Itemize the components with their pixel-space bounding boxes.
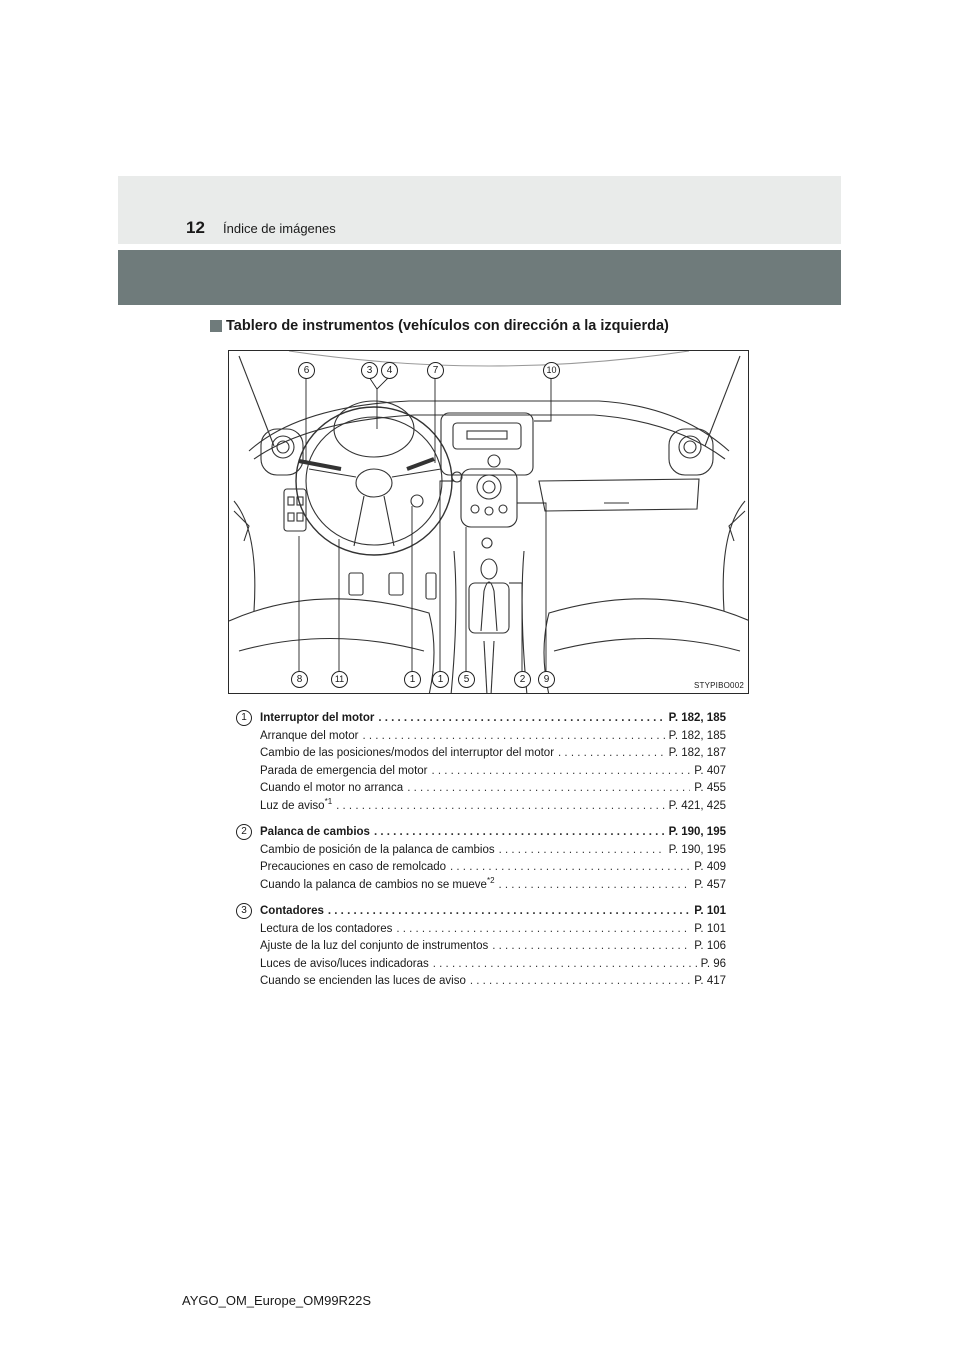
- leader-dots: [374, 824, 665, 842]
- entry-title: Contadores: [260, 905, 324, 917]
- item-page[interactable]: P. 407: [694, 764, 726, 777]
- footer-doc-id: AYGO_OM_Europe_OM99R22S: [182, 1293, 372, 1308]
- item-page[interactable]: P. 457: [694, 878, 726, 891]
- page-number: 12: [186, 218, 205, 237]
- item-page[interactable]: P. 409: [694, 861, 726, 873]
- entry-page[interactable]: P. 190, 195: [668, 826, 726, 838]
- entry-item: [236, 921, 726, 939]
- item-text: Cuando la palanca de cambios no se mueve$^{*2}$: [260, 875, 495, 891]
- entry-item: [236, 728, 726, 746]
- leader-dots: [499, 842, 665, 860]
- callout-4: 4: [381, 362, 398, 379]
- item-text: Lectura de los contadores: [260, 922, 393, 935]
- callout-2: 2: [514, 671, 531, 688]
- square-bullet-icon: [210, 320, 222, 332]
- item-page[interactable]: P. 455: [694, 782, 726, 794]
- footnote-ref: 2: [490, 875, 495, 885]
- entry-item: [236, 842, 726, 860]
- entry-title: Interruptor del motor: [260, 712, 375, 724]
- dashboard-illustration: [228, 350, 749, 694]
- leader-dots: [362, 728, 664, 746]
- index-entries: [236, 710, 726, 1000]
- item-text: Arranque del motor: [260, 729, 359, 742]
- entry-item: [236, 780, 726, 798]
- item-page[interactable]: P. 96: [700, 957, 726, 970]
- entry-number: 2: [236, 824, 252, 840]
- entry-title: Palanca de cambios: [260, 826, 370, 838]
- index-entry-1: [236, 710, 726, 815]
- callout-1a: 1: [404, 671, 421, 688]
- callout-11: 11: [331, 671, 348, 688]
- entry-heading: [236, 710, 726, 728]
- callout-8: 8: [291, 671, 308, 688]
- leader-dots: [433, 956, 697, 974]
- item-page[interactable]: P. 101: [694, 922, 726, 935]
- section-heading: [210, 318, 669, 334]
- leader-dots: [450, 859, 690, 877]
- item-text: Luz de aviso$^{*1}$: [260, 796, 333, 812]
- callout-10: 10: [543, 362, 560, 379]
- entry-number: 3: [236, 903, 252, 919]
- item-page[interactable]: P. 417: [694, 975, 726, 987]
- footnote-ref: 1: [327, 796, 333, 806]
- item-text: Luces de aviso/luces indicadoras: [260, 957, 429, 970]
- leader-dots: [499, 877, 691, 895]
- item-text: Cuando se encienden las luces de aviso: [260, 975, 466, 987]
- entry-item: [236, 973, 726, 991]
- item-text-main: Luz de aviso: [260, 799, 325, 812]
- entry-item: [236, 956, 726, 974]
- callout-6: 6: [298, 362, 315, 379]
- leader-dots: [396, 921, 690, 939]
- leader-dots: [336, 798, 665, 816]
- section-heading-text: Tablero de instrumentos (vehículos con dirección a la izquierda): [226, 318, 669, 334]
- entry-item: [236, 938, 726, 956]
- callout-3: 3: [361, 362, 378, 379]
- callout-7: 7: [427, 362, 444, 379]
- item-text: Ajuste de la luz del conjunto de instrumentos: [260, 940, 489, 952]
- entry-item: [236, 763, 726, 781]
- item-text: Cambio de posición de la palanca de cambios: [260, 843, 495, 856]
- dashboard-drawing: [229, 351, 749, 694]
- item-text-main: Cuando la palanca de cambios no se mueve: [260, 878, 487, 891]
- entry-item: [236, 859, 726, 877]
- leader-dots: [492, 938, 690, 956]
- entry-item: [236, 745, 726, 763]
- figure-code: STYPIBO002: [693, 681, 744, 690]
- leader-dots: [470, 973, 690, 991]
- entry-page[interactable]: P. 101: [694, 905, 726, 917]
- index-entry-2: [236, 824, 726, 894]
- callout-1b: 1: [432, 671, 449, 688]
- entry-number: 1: [236, 710, 252, 726]
- chapter-band: [118, 250, 841, 305]
- item-text: Parada de emergencia del motor: [260, 764, 428, 777]
- leader-dots: [378, 710, 664, 728]
- entry-page[interactable]: P. 182, 185: [668, 712, 726, 724]
- entry-item: [236, 798, 726, 816]
- item-page[interactable]: P. 190, 195: [668, 843, 726, 856]
- callout-9: 9: [538, 671, 555, 688]
- leader-dots: [407, 780, 690, 798]
- page-section-title: Índice de imágenes: [223, 221, 336, 236]
- index-entry-3: [236, 903, 726, 991]
- entry-heading: [236, 903, 726, 921]
- item-page[interactable]: P. 182, 185: [668, 729, 726, 742]
- item-text: Cambio de las posiciones/modos del interruptor del motor: [260, 747, 555, 759]
- leader-dots: [328, 903, 690, 921]
- leader-dots: [558, 745, 665, 763]
- item-text: Cuando el motor no arranca: [260, 782, 404, 794]
- item-text: Precauciones en caso de remolcado: [260, 861, 447, 873]
- entry-item: [236, 877, 726, 895]
- item-page[interactable]: P. 182, 187: [668, 747, 726, 759]
- item-page[interactable]: P. 421, 425: [668, 799, 726, 812]
- leader-dots: [432, 763, 691, 781]
- item-page[interactable]: P. 106: [694, 940, 726, 952]
- callout-5: 5: [458, 671, 475, 688]
- entry-heading: [236, 824, 726, 842]
